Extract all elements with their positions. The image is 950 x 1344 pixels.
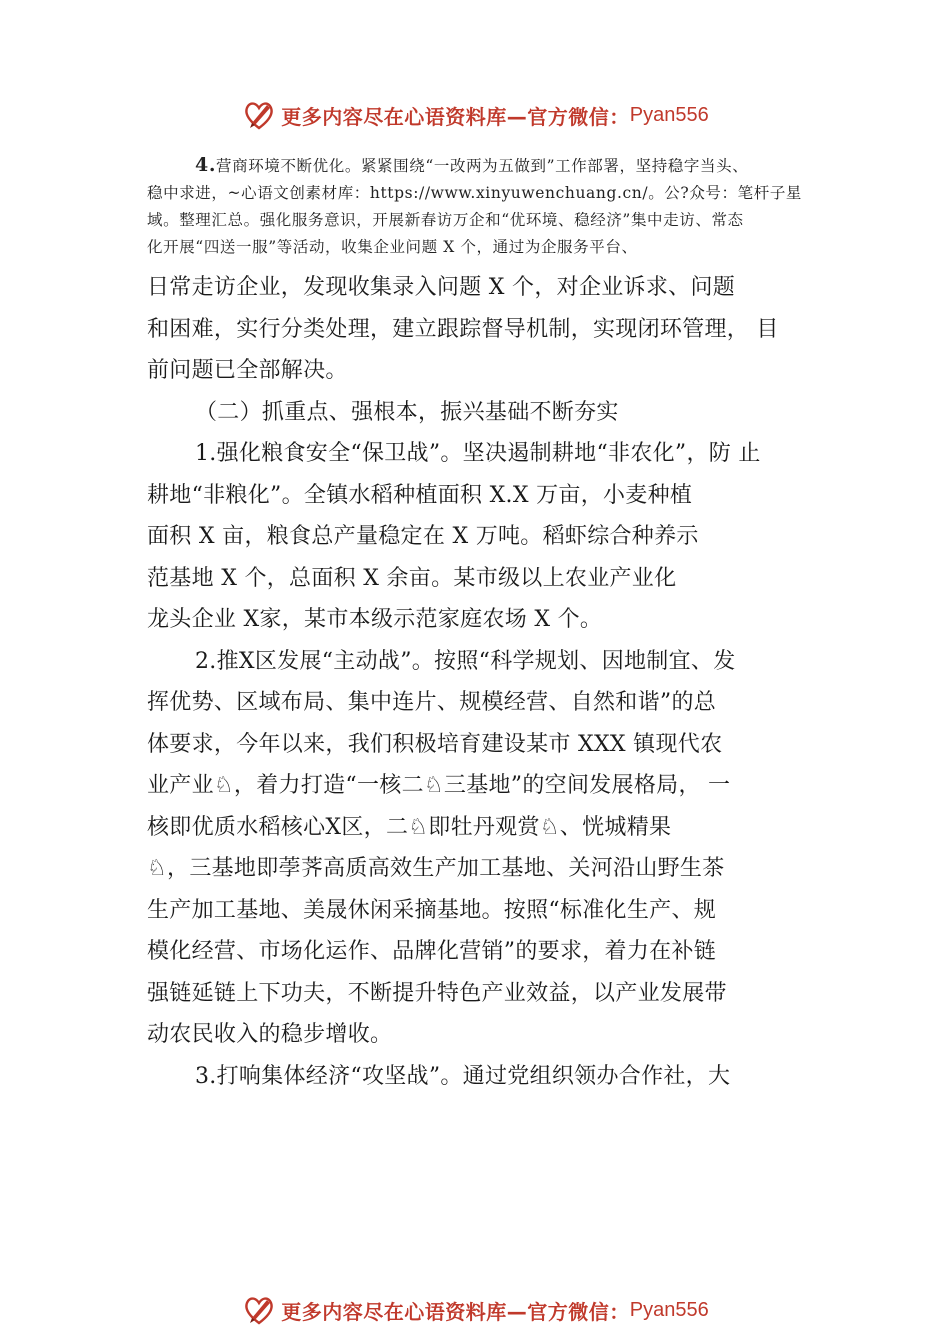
text-line: 3.打响集体经济“攻坚战”。通过党组织领办合作社，大 — [195, 1063, 731, 1089]
small-paragraph-cont — [147, 180, 817, 261]
header-wechat-id: Pyan556 — [629, 103, 709, 126]
text-line: 体要求，今年以来，我们积极培育建设某市 XXX 镇现代农 — [147, 731, 723, 757]
text-line: 模化经营、市场化运作、品牌化营销”的要求，着力在补链 — [147, 939, 717, 964]
text-line: 2.推Ⅹ区发展“主动战”。按照“科学规划、因地制宜、发 — [195, 648, 736, 674]
document-body — [147, 152, 817, 1097]
text-line: 动农民收入的稳步增收。 — [147, 1022, 393, 1047]
text-line: 范基地 X 个，总面积 X 余亩。某市级以上农业产业化 — [147, 565, 677, 591]
paragraph-4 — [147, 1056, 817, 1098]
header-banner — [0, 95, 950, 135]
small-paragraph — [147, 152, 817, 180]
paragraph-2 — [147, 433, 817, 641]
small-line: 化开展“四送一服”等活动，收集企业问题 X 个，通过为企服务平台、 — [147, 238, 638, 256]
section-heading — [147, 392, 817, 434]
text-line: 业产业♘，着力打造“一核二♘三基地”的空间发展格局， 一 — [147, 773, 731, 798]
pen-heart-logo-icon — [241, 97, 277, 133]
text-line: 核即优质水稻核心Ⅹ区，二♘即牡丹观赏♘、恍城精果 — [147, 814, 672, 840]
text-line: 面积 X 亩，粮食总产量稳定在 X 万吨。稻虾综合种养示 — [147, 524, 699, 549]
text-line: 生产加工基地、美晟休闲采摘基地。按照“标准化生产、规 — [147, 897, 717, 923]
header-banner-text: 更多内容尽在心语资料库—官方微信： — [281, 104, 630, 129]
footer-wechat-id: Pyan556 — [629, 1298, 709, 1321]
small-paragraph-number: 4. — [195, 154, 217, 176]
small-line: 营商环境不断优化。紧紧围绕“一改两为五做到”工作部署，坚持稳字当头、 — [216, 157, 749, 175]
text-line: 1.强化粮食安全“保卫战”。坚决遏制耕地“非农化”，防 止 — [195, 441, 761, 466]
text-line: 挥优势、区域布局、集中连片、规模经营、自然和谐”的总 — [147, 690, 717, 715]
text-line: 日常走访企业，发现收集录入问题 X 个，对企业诉求、问题 — [147, 275, 736, 300]
text-line: 前问题已全部解决。 — [147, 358, 348, 383]
text-line: 和困难，实行分类处理，建立跟踪督导机制，实现闭环管理， 目 — [147, 316, 779, 342]
small-line: 稳中求进，~心语文创素材库：https://www.xinyuwenchuang.cn/。公?众号：笔杆子星 — [147, 184, 803, 202]
text-line: 强链延链上下功夫，不断提升特色产业效益，以产业发展带 — [147, 980, 727, 1006]
small-line: 域。整理汇总。强化服务意识，开展新春访万企和“优环境、稳经济”集中走访、常态 — [147, 211, 744, 229]
heading-text: （二）抓重点、强根本，振兴基础不断夯实 — [195, 399, 619, 425]
paragraph-1 — [147, 267, 817, 392]
paragraph-3 — [147, 641, 817, 1056]
footer-banner — [0, 1290, 950, 1330]
text-line: 龙头企业 X家，某市本级示范家庭农场 X 个。 — [147, 607, 603, 632]
footer-banner-text: 更多内容尽在心语资料库—官方微信： — [281, 1299, 630, 1324]
pen-heart-logo-icon — [241, 1292, 277, 1328]
text-line: ♘，三基地即荸荠高质高效生产加工基地、关河沿山野生茶 — [147, 856, 725, 881]
text-line: 耕地“非粮化”。全镇水稻种植面积 X.X 万亩，小麦种植 — [147, 482, 693, 508]
